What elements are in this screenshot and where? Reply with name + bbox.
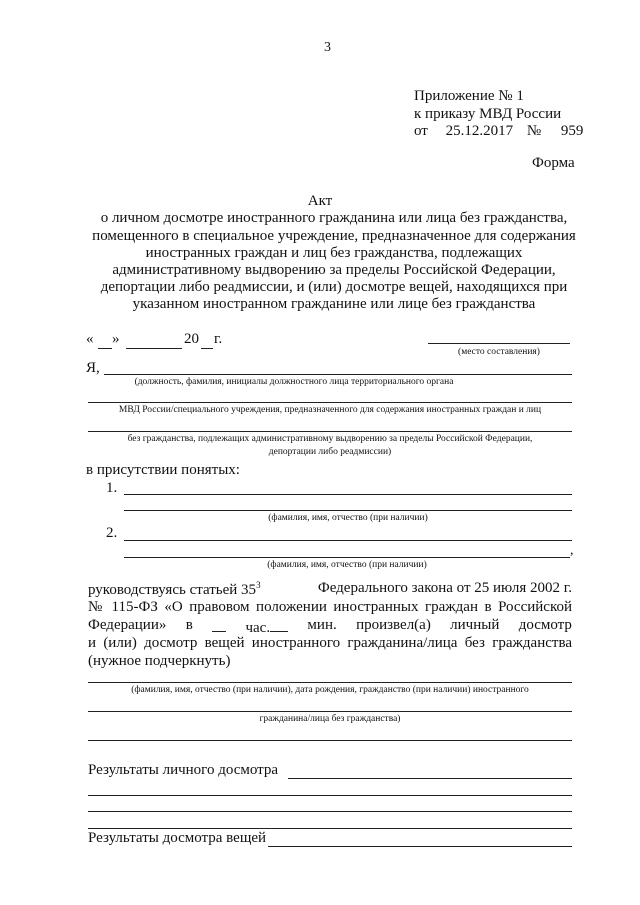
paragraph-line-5: (нужное подчеркнуть) <box>88 653 231 669</box>
place-caption: (место составления) <box>458 347 540 357</box>
paragraph-personal-word: личный <box>450 617 500 633</box>
appendix-date-prefix: от <box>414 123 428 139</box>
hour-minute-blank[interactable] <box>270 617 288 632</box>
day-blank[interactable] <box>98 348 112 349</box>
results-personal-blank-3[interactable] <box>88 811 572 812</box>
official-caption-4: депортации либо реадмиссии) <box>268 447 392 457</box>
form-label: Форма <box>532 155 575 171</box>
appendix-date-row <box>414 123 583 140</box>
witness-trailing-comma: , <box>570 543 574 558</box>
results-personal-blank-4[interactable] <box>88 828 572 829</box>
act-title: Акт <box>307 193 333 209</box>
witness-2-blank-1[interactable] <box>124 540 572 541</box>
appendix-number-sign: № <box>526 123 542 139</box>
witnesses-heading: в присутствии понятых: <box>86 462 240 478</box>
date-open-quote: « <box>86 331 94 347</box>
results-personal-label: Результаты личного досмотра <box>88 762 279 778</box>
results-things-label: Результаты досмотра вещей <box>88 830 267 846</box>
place-blank[interactable] <box>428 343 570 344</box>
date-close-quote: » <box>112 331 120 347</box>
month-blank[interactable] <box>126 348 182 349</box>
official-caption-1: (должность, фамилия, инициалы должностного лица территориального органа <box>134 377 454 387</box>
act-title-line-4: административному выдворению за пределы Российской Федерации, <box>112 262 556 278</box>
official-prefix: Я, <box>86 360 100 376</box>
act-title-line-6: указанном иностранном гражданине или лице без гражданства <box>132 296 536 312</box>
official-caption-2: МВД России/специального учреждения, предназначенного для содержания иностранных граждан и лиц <box>118 405 542 415</box>
date-year-prefix: 20 <box>184 331 199 347</box>
official-blank-3[interactable] <box>88 431 572 432</box>
act-title-line-3: иностранных граждан и лиц без гражданства, подлежащих <box>145 245 523 261</box>
year-blank[interactable] <box>201 348 213 349</box>
act-title-line-1: о личном досмотре иностранного гражданина или лица без гражданства, <box>100 210 568 226</box>
witness-2-number: 2. <box>106 525 118 541</box>
person-caption-1: (фамилия, имя, отчество (при наличии), дата рождения, гражданство (при наличии) иностранного <box>131 685 529 695</box>
appendix-date: 25.12.2017 <box>445 123 514 139</box>
paragraph-in-word: в <box>185 617 193 633</box>
paragraph-hour-label: час. <box>245 617 288 637</box>
hour-blank[interactable] <box>212 617 226 632</box>
person-blank-3[interactable] <box>88 740 572 741</box>
paragraph-line-4: и (или) досмотр вещей иностранного гражданина/лица без гражданства <box>88 635 572 651</box>
witness-1-blank-1[interactable] <box>124 494 572 495</box>
official-blank-2[interactable] <box>88 402 572 403</box>
paragraph-line-1-end: Федерального закона от 25 июля 2002 г. <box>317 580 572 596</box>
results-things-blank-1[interactable] <box>268 846 572 847</box>
witness-1-caption: (фамилия, имя, отчество (при наличии) <box>268 513 428 523</box>
paragraph-line-1 <box>88 580 572 599</box>
witness-2-caption: (фамилия, имя, отчество (при наличии) <box>267 560 427 570</box>
paragraph-line-1-start: руководствуясь статьей $35^3$ <box>88 580 261 598</box>
witness-1-blank-2[interactable] <box>124 510 572 511</box>
appendix-number: 959 <box>560 123 584 139</box>
person-caption-2: гражданина/лица без гражданства) <box>259 714 401 724</box>
date-year-suffix: г. <box>214 331 223 347</box>
appendix-line2: к приказу МВД России <box>414 106 562 122</box>
witness-1-number: 1. <box>106 480 118 496</box>
official-blank-1[interactable] <box>104 374 572 375</box>
article-superscript: 3 <box>256 580 261 590</box>
results-personal-blank-1[interactable] <box>288 778 572 779</box>
act-title-line-2: помещенного в специальное учреждение, предназначенное для содержания <box>92 228 576 244</box>
paragraph-federation-word: Федерации» <box>88 617 167 633</box>
official-caption-3: без гражданства, подлежащих административному выдворению за пределы Российской Федерации, <box>127 434 533 444</box>
appendix-line1: Приложение № 1 <box>414 88 524 104</box>
person-blank-1[interactable] <box>88 682 572 683</box>
person-blank-2[interactable] <box>88 711 572 712</box>
paragraph-search-word: досмотр <box>518 617 572 633</box>
witness-2-blank-2[interactable] <box>124 557 570 558</box>
paragraph-line-2: № 115-ФЗ «О правовом положении иностранных граждан в Российской <box>88 599 572 615</box>
paragraph-produced-word: произвел(а) <box>356 617 431 633</box>
paragraph-line-3 <box>88 617 572 637</box>
act-title-line-5: депортации либо реадмиссии, и (или) досмотре вещей, находящихся при <box>100 279 568 295</box>
results-personal-blank-2[interactable] <box>88 795 572 796</box>
paragraph-minute-label: мин. <box>307 617 337 633</box>
page-number: 3 <box>324 40 331 55</box>
